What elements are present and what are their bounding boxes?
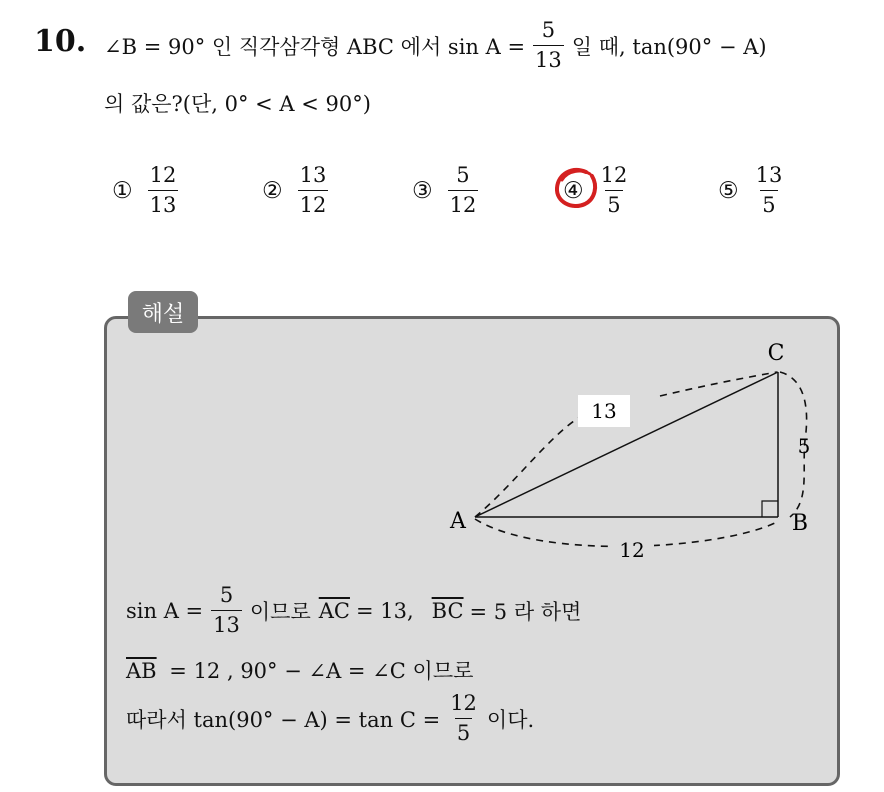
- question-number: 10.: [34, 24, 87, 59]
- hyp-brace-left: [475, 410, 595, 517]
- side-ac: [475, 372, 778, 517]
- question-fraction: $\frac{5}{13}$: [535, 18, 562, 72]
- question-text-1b: 일 때, tan(90° − A): [571, 34, 767, 59]
- solution-fraction-1: $\frac{5}{13}$: [213, 583, 240, 637]
- vertex-c-label: C: [767, 341, 785, 366]
- choice-marker: ①: [112, 177, 133, 204]
- solution-line-1: sin A = $\frac{5}{13}$ 이므로 $\overline{AC}$ = 13, $\overline{BC}$ = 5 라 하면: [126, 583, 582, 637]
- solution-line-3: 따라서 tan(90° − A) = tan C = $\frac{12}{5}$ 이다.: [126, 691, 535, 745]
- choice-marker: ②: [262, 177, 283, 204]
- choice-marker: ④: [563, 177, 584, 204]
- right-angle-mark: [762, 501, 778, 517]
- vert-length-label: 5: [797, 434, 811, 458]
- question-text-1a: ∠B = 90° 인 직각삼각형 ABC 에서 sin A =: [104, 34, 526, 59]
- choice-fraction: $\frac{12}{5}$: [600, 163, 628, 217]
- solution-line-2: $\overline{AB} = 12$ , 90° − ∠A = ∠C 이므로: [126, 659, 474, 683]
- segment-ab: $\overline{AB}$: [126, 659, 157, 683]
- question-line-2: 의 값은?(단, 0° < A < 90°): [104, 92, 371, 116]
- vertex-b-label: B: [791, 511, 809, 536]
- vertex-a-label: A: [450, 509, 466, 534]
- segment-bc: $\overline{BC}$: [431, 598, 464, 623]
- choice-fraction: $\frac{13}{12}$: [299, 163, 327, 217]
- base-length-label: 12: [619, 538, 645, 562]
- solution-tag: 해설: [128, 291, 198, 333]
- hyp-length-label: 13: [591, 399, 617, 423]
- segment-ac: $\overline{AC}$: [318, 598, 350, 623]
- choice-marker: ⑤: [718, 177, 739, 204]
- choice-fraction: $\frac{12}{13}$: [149, 163, 177, 217]
- solution-fraction-3: $\frac{12}{5}$: [450, 691, 477, 745]
- choice-fraction: $\frac{13}{5}$: [755, 163, 783, 217]
- hyp-brace-right: [660, 372, 777, 396]
- choice-fraction: $\frac{5}{12}$: [449, 163, 477, 217]
- choice-marker: ③: [412, 177, 433, 204]
